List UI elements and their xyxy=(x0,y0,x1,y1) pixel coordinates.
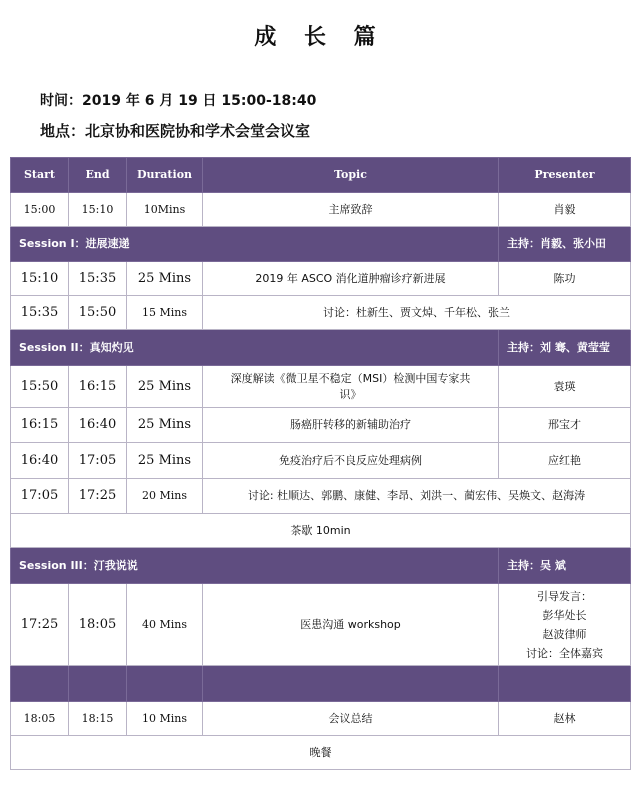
session-row xyxy=(11,548,631,584)
cell-end: 16:40 xyxy=(69,408,127,443)
agenda-table xyxy=(10,157,631,770)
session-host: 主持：肖毅、张小田 xyxy=(499,227,631,262)
cell-presenter: 邢宝才 xyxy=(499,408,631,443)
cell-topic: 讨论: 杜顺达、郭鹏、康健、李昂、刘洪一、蔺宏伟、吴焕文、赵海涛 xyxy=(203,479,631,514)
spacer-row xyxy=(11,666,631,702)
cell-end: 15:50 xyxy=(69,296,127,330)
cell-start: 15:50 xyxy=(11,366,69,408)
cell-start: 16:40 xyxy=(11,443,69,479)
session-host: 主持：刘 骞、黄莹莹 xyxy=(499,330,631,366)
session-title: Session III：汀我说说 xyxy=(11,548,499,584)
cell-topic: 2019 年 ASCO 消化道肿瘤诊疗新进展 xyxy=(203,262,499,296)
table-row xyxy=(11,702,631,736)
presenter-line: 讨论：全体嘉宾 xyxy=(526,646,603,660)
cell-duration: 25 Mins xyxy=(127,366,203,408)
presenter-line: 彭华处长 xyxy=(542,608,587,622)
cell-end: 15:10 xyxy=(69,193,127,227)
event-time: 时间：2019 年 6 月 19 日 15:00-18:40 xyxy=(40,93,317,109)
cell-end: 17:05 xyxy=(69,443,127,479)
break-row xyxy=(11,514,631,548)
session-row xyxy=(11,330,631,366)
cell-start: 18:05 xyxy=(11,702,69,736)
cell-presenter: 肖毅 xyxy=(499,193,631,227)
presenter-line: 引导发言： xyxy=(537,589,592,603)
cell-presenter: 陈功 xyxy=(499,262,631,296)
table-row xyxy=(11,584,631,666)
table-row xyxy=(11,479,631,514)
cell-presenter: 袁瑛 xyxy=(499,366,631,408)
cell-duration: 20 Mins xyxy=(127,479,203,514)
cell-end: 16:15 xyxy=(69,366,127,408)
column-header-start: Start xyxy=(11,158,69,193)
spacer-cell xyxy=(69,666,127,702)
session-title: Session II：真知灼见 xyxy=(11,330,499,366)
table-row xyxy=(11,262,631,296)
spacer-cell xyxy=(203,666,499,702)
cell-topic: 免疫治疗后不良反应处理病例 xyxy=(203,443,499,479)
dinner-row xyxy=(11,736,631,770)
cell-duration: 40 Mins xyxy=(127,584,203,666)
page-title: 成 长 篇 xyxy=(254,25,386,50)
cell-topic: 深度解读《微卫星不稳定（MSI）检测中国专家共识》 xyxy=(203,366,499,408)
cell-topic: 主席致辞 xyxy=(203,193,499,227)
cell-start: 17:25 xyxy=(11,584,69,666)
table-header-row xyxy=(11,158,631,193)
cell-topic: 医患沟通 workshop xyxy=(203,584,499,666)
cell-duration: 25 Mins xyxy=(127,408,203,443)
cell-presenter: 赵林 xyxy=(499,702,631,736)
column-header-duration: Duration xyxy=(127,158,203,193)
cell-duration: 25 Mins xyxy=(127,262,203,296)
column-header-topic: Topic xyxy=(203,158,499,193)
spacer-cell xyxy=(499,666,631,702)
tea-break: 茶歇 10min xyxy=(11,514,631,548)
session-title: Session I：进展速递 xyxy=(11,227,499,262)
event-location: 地点：北京协和医院协和学术会堂会议室 xyxy=(40,122,311,140)
cell-end: 15:35 xyxy=(69,262,127,296)
cell-duration: 10 Mins xyxy=(127,702,203,736)
cell-duration: 15 Mins xyxy=(127,296,203,330)
spacer-cell xyxy=(127,666,203,702)
cell-duration: 25 Mins xyxy=(127,443,203,479)
session-row xyxy=(11,227,631,262)
cell-start: 16:15 xyxy=(11,408,69,443)
cell-topic: 会议总结 xyxy=(203,702,499,736)
cell-end: 18:05 xyxy=(69,584,127,666)
cell-duration: 10Mins xyxy=(127,193,203,227)
presenter-line: 赵波律师 xyxy=(542,627,587,641)
cell-presenter xyxy=(499,584,631,666)
cell-topic: 讨论：杜新生、贾文焯、千年松、张兰 xyxy=(203,296,631,330)
cell-start: 15:35 xyxy=(11,296,69,330)
table-row xyxy=(11,296,631,330)
table-row xyxy=(11,443,631,479)
cell-presenter: 应红艳 xyxy=(499,443,631,479)
session-host: 主持：吴 斌 xyxy=(499,548,631,584)
cell-start: 15:10 xyxy=(11,262,69,296)
column-header-presenter: Presenter xyxy=(499,158,631,193)
cell-start: 15:00 xyxy=(11,193,69,227)
table-row xyxy=(11,193,631,227)
dinner: 晚餐 xyxy=(11,736,631,770)
column-header-end: End xyxy=(69,158,127,193)
table-row xyxy=(11,408,631,443)
table-row xyxy=(11,366,631,408)
cell-start: 17:05 xyxy=(11,479,69,514)
cell-topic: 肠癌肝转移的新辅助治疗 xyxy=(203,408,499,443)
cell-end: 17:25 xyxy=(69,479,127,514)
cell-end: 18:15 xyxy=(69,702,127,736)
spacer-cell xyxy=(11,666,69,702)
